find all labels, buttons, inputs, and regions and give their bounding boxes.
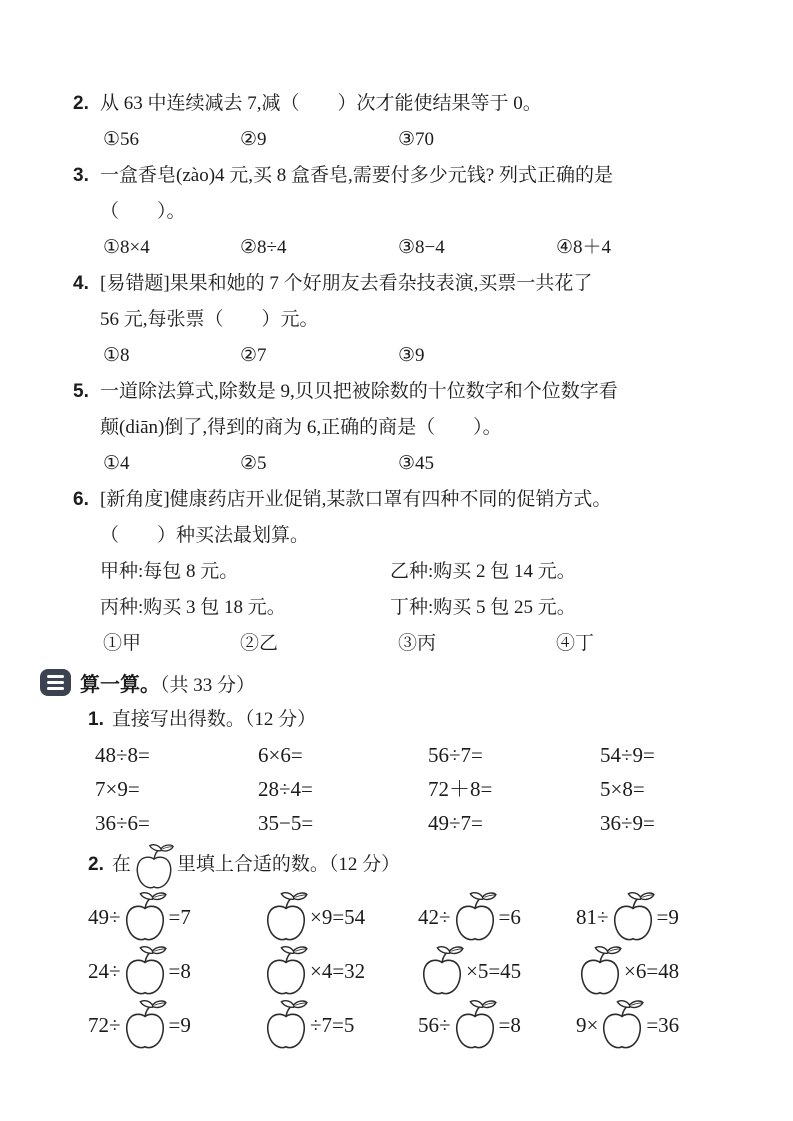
apple-equation-row-1 [0, 890, 793, 944]
price-option-jia: 甲种:每包 8 元。 [100, 561, 239, 582]
option-2: ②7 [240, 345, 267, 366]
equation-suffix: =7 [168, 904, 191, 929]
option-4: ④8＋4 [556, 237, 612, 258]
question-6-text-line2: （ ）种买法最划算。 [100, 525, 310, 546]
apple-blank-icon [121, 945, 169, 997]
option-4: ④丁 [556, 633, 595, 654]
apple-equation [262, 999, 418, 1051]
calc-item: 35−5= [258, 811, 314, 835]
section-3-title-text: 算一算。 [80, 673, 160, 696]
question-2 [0, 86, 793, 158]
option-3: ③70 [398, 129, 435, 150]
equation-suffix: =9 [656, 904, 679, 929]
apple-blank-icon [132, 843, 176, 891]
option-3: ③丙 [398, 633, 437, 654]
equation-prefix: 56÷ [418, 1012, 451, 1037]
apple-equation [418, 945, 576, 997]
equation-prefix: 9× [576, 1012, 599, 1037]
calc-item: 36÷9= [600, 811, 655, 835]
apple-equation [88, 999, 262, 1051]
calc-item: 72＋8= [428, 777, 493, 801]
apple-blank-icon [121, 999, 169, 1051]
question-6-pricing-row2 [100, 590, 749, 626]
question-3 [0, 158, 793, 266]
subquestion-2-number: 2. [88, 854, 104, 875]
calc-item: 56÷7= [428, 743, 483, 767]
question-3-text-line1: 一盒香皂(zào)4 元,买 8 盒香皂,需要付多少元钱? 列式正确的是 [100, 165, 613, 186]
apple-blank-icon [576, 945, 624, 997]
option-3: ③8−4 [398, 237, 445, 258]
equation-suffix: ×9=54 [310, 904, 366, 929]
question-3-number: 3. [73, 165, 89, 186]
calc-row-2 [0, 772, 793, 806]
equation-prefix: 81÷ [576, 904, 609, 929]
option-2: ②8÷4 [240, 237, 287, 258]
question-4-options [100, 338, 749, 374]
calc-item: 6×6= [258, 743, 303, 767]
subquestion-2-title-before: 在 [111, 854, 131, 875]
calc-row-3 [0, 806, 793, 840]
option-2: ②9 [240, 129, 267, 150]
apple-equation [576, 945, 793, 997]
option-2: ②5 [240, 453, 267, 474]
apple-blank-icon [451, 999, 499, 1051]
equation-prefix: 72÷ [88, 1012, 121, 1037]
subquestion-1-number: 1. [88, 709, 104, 730]
equation-suffix: =8 [498, 1012, 521, 1037]
apple-blank-icon [121, 891, 169, 943]
calc-item: 28÷4= [258, 777, 313, 801]
question-6-text-line1: [新角度]健康药店开业促销,某款口罩有四种不同的促销方式。 [100, 489, 612, 510]
question-4-number: 4. [73, 273, 89, 294]
equation-prefix: 42÷ [418, 904, 451, 929]
equation-suffix: ×4=32 [310, 958, 366, 983]
option-1: ①4 [103, 453, 130, 474]
calc-item: 49÷7= [428, 811, 483, 835]
equation-suffix: =36 [646, 1012, 680, 1037]
apple-blank-icon [262, 999, 310, 1051]
question-4-text-line2: 56 元,每张票（ ）元。 [100, 309, 319, 330]
apple-blank-icon [418, 945, 466, 997]
question-5-options [100, 446, 749, 482]
calc-row-1 [0, 738, 793, 772]
calc-item: 36÷6= [95, 811, 150, 835]
equation-prefix: 24÷ [88, 958, 121, 983]
question-2-number: 2. [73, 93, 89, 114]
question-4 [0, 266, 793, 374]
calc-item: 54÷9= [600, 743, 655, 767]
question-5 [0, 374, 793, 482]
question-3-options [100, 230, 749, 266]
question-6 [0, 482, 793, 662]
apple-equation-row-3 [0, 998, 793, 1052]
question-6-options [100, 626, 749, 662]
section-3-score: （共 33 分） [160, 674, 256, 696]
apple-equation [262, 891, 418, 943]
question-5-text-line1: 一道除法算式,除数是 9,贝贝把被除数的十位数字和个位数字看 [100, 381, 618, 402]
question-6-pricing-row1 [100, 554, 749, 590]
question-5-text-line2: 颠(diān)倒了,得到的商为 6,正确的商是（ ）。 [100, 417, 502, 438]
apple-equation [576, 999, 793, 1051]
equation-suffix: ×5=45 [466, 958, 522, 983]
option-3: ③9 [398, 345, 425, 366]
option-3: ③45 [398, 453, 435, 474]
question-6-number: 6. [73, 489, 89, 510]
section-number-icon [40, 669, 71, 696]
question-2-options [100, 122, 749, 158]
apple-equation [88, 891, 262, 943]
apple-blank-icon [262, 891, 310, 943]
option-2: ②乙 [240, 633, 279, 654]
apple-blank-icon [598, 999, 646, 1051]
apple-equation [418, 891, 576, 943]
option-1: ①8 [103, 345, 130, 366]
apple-equation-row-2 [0, 944, 793, 998]
calc-item: 5×8= [600, 777, 645, 801]
equation-suffix: =8 [168, 958, 191, 983]
equation-suffix: ×6=48 [624, 958, 680, 983]
subquestion-2-title-after: 里填上合适的数。（12 分） [176, 854, 401, 875]
equation-suffix: =6 [498, 904, 521, 929]
equation-prefix: 49÷ [88, 904, 121, 929]
option-1: ①56 [103, 129, 140, 150]
apple-equation [262, 945, 418, 997]
equation-suffix: =9 [168, 1012, 191, 1037]
equation-suffix: ÷7=5 [310, 1012, 355, 1037]
option-1: ①8×4 [103, 237, 150, 258]
price-option-yi: 乙种:购买 2 包 14 元。 [390, 561, 576, 582]
section-3-header [0, 662, 793, 702]
subquestion-1-title: 直接写出得数。（12 分） [111, 709, 317, 730]
subquestion-2-header [0, 840, 793, 890]
subquestion-1-header [0, 702, 793, 738]
apple-blank-icon [609, 891, 657, 943]
question-2-text: 从 63 中连续减去 7,减（ ）次才能使结果等于 0。 [100, 93, 542, 114]
apple-equation [418, 999, 576, 1051]
apple-blank-icon [262, 945, 310, 997]
apple-blank-icon [451, 891, 499, 943]
section-3-title [80, 668, 255, 697]
calc-item: 7×9= [95, 777, 140, 801]
question-3-text-line2: （ ）。 [100, 201, 186, 222]
option-1: ①甲 [103, 633, 142, 654]
question-4-text-line1: [易错题]果果和她的 7 个好朋友去看杂技表演,买票一共花了 [100, 273, 593, 294]
question-5-number: 5. [73, 381, 89, 402]
price-option-bing: 丙种:购买 3 包 18 元。 [100, 597, 286, 618]
apple-equation [576, 891, 793, 943]
apple-equation [88, 945, 262, 997]
calc-item: 48÷8= [95, 743, 150, 767]
price-option-ding: 丁种:购买 5 包 25 元。 [390, 597, 576, 618]
